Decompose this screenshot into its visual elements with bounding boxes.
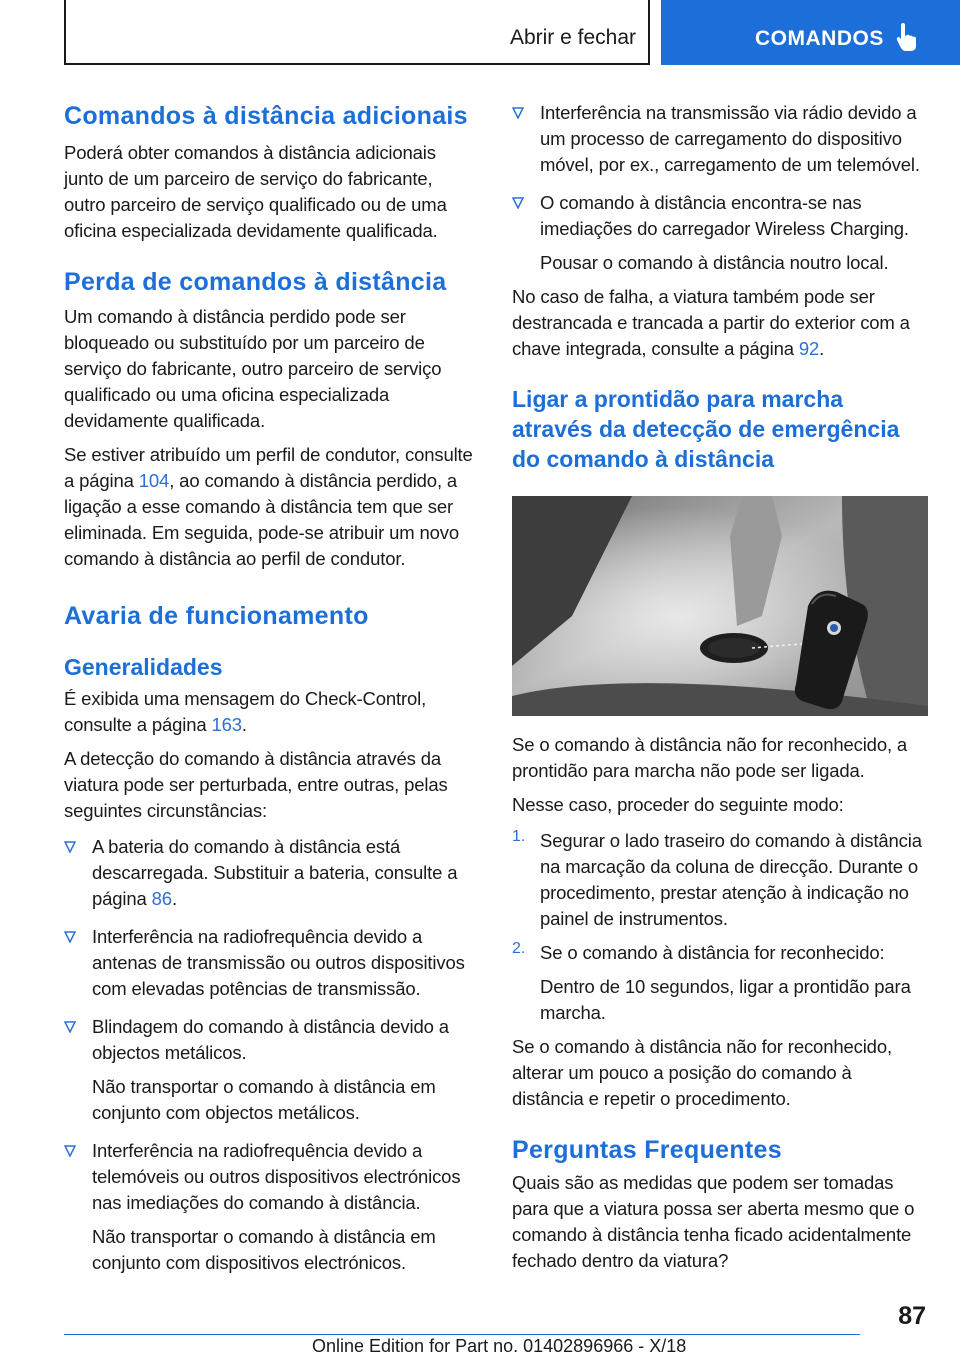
- text-segment: É exibida uma mensagem do Check-Control, consulte a página: [64, 688, 427, 735]
- text-reposition: Se o comando à distância não for reconhecido, alterar um pouco a posição do comando à distância e repetir o procedimento.: [512, 1036, 892, 1109]
- page-link-104[interactable]: 104: [138, 470, 170, 491]
- list-item-text: Interferência na transmissão via rádio devido a um processo de carregamento do dispositivo móvel, por ex., carregamento de um telemóvel.: [540, 102, 920, 175]
- text-segment: Se estiver atribuído um perfil de condutor, consulte a página: [64, 444, 473, 491]
- bullet-triangle-icon: [512, 107, 524, 119]
- chapter-tab: [661, 0, 960, 65]
- list-item-note: Não transportar o comando à distância em conjunto com objectos metálicos.: [92, 1076, 436, 1123]
- step-number: 2.: [512, 940, 526, 957]
- section-title: Abrir e fechar: [509, 26, 636, 49]
- bullet-triangle-icon: [64, 931, 76, 943]
- text-segment: .: [819, 338, 825, 359]
- pointing-hand-icon: [895, 22, 921, 52]
- bullet-triangle-icon: [64, 1145, 76, 1157]
- list-item: [64, 1014, 478, 1126]
- page-link-92[interactable]: 92: [798, 338, 820, 359]
- heading-additional-remotes: Comandos à distância adicionais: [64, 102, 468, 130]
- list-item-text: Interferência na radiofrequência devido a telemóveis ou outros dispositivos electrónicos nas imediações do comando à distância.: [92, 1140, 461, 1213]
- heading-general: Generalidades: [64, 654, 223, 680]
- step-item: [512, 940, 926, 1026]
- left-column: [64, 100, 478, 1276]
- header-rule-divider: [648, 0, 650, 64]
- list-item: [512, 100, 926, 178]
- text-segment: A bateria do comando à distância está descarregada. Substituir a bateria, consulte a página: [92, 836, 458, 909]
- text-procedure: Nesse caso, proceder do seguinte modo:: [512, 794, 844, 815]
- list-item-text: [92, 834, 478, 912]
- heading-lost-remotes: Perda de comandos à distância: [64, 268, 447, 296]
- text-not-recognized: Se o comando à distância não for reconhecido, a prontidão para marcha não pode ser ligada.: [512, 734, 908, 781]
- list-item-note: Não transportar o comando à distância em conjunto com dispositivos electrónicos.: [92, 1226, 436, 1273]
- bullet-triangle-icon: [64, 1021, 76, 1033]
- steering-column-photo: [512, 496, 928, 716]
- text-integrated-key: [512, 284, 926, 362]
- text-segment: .: [171, 888, 177, 909]
- list-item-text: Interferência na radiofrequência devido a antenas de transmissão ou outros dispositivos com elevadas potências de transmissão.: [92, 926, 465, 999]
- heading-faq: Perguntas Frequentes: [512, 1136, 782, 1164]
- page-link-163[interactable]: 163: [211, 714, 242, 735]
- step-note: Dentro de 10 segundos, ligar a prontidão para marcha.: [540, 976, 911, 1023]
- header-rule-bottom: [64, 63, 650, 65]
- right-column: [512, 100, 926, 1274]
- text-detection: A detecção do comando à distância através da viatura pode ser perturbada, entre outras, pelas seguintes circunstâncias:: [64, 748, 448, 821]
- page-number: 87: [898, 1302, 926, 1330]
- text-segment: No caso de falha, a viatura também pode ser destrancada e trancada a partir do exterior com a chave integrada, consulte a página: [512, 286, 910, 359]
- heading-malfunction: Avaria de funcionamento: [64, 602, 369, 630]
- list-item-note: Pousar o comando à distância noutro local.: [540, 252, 889, 273]
- page-link-86[interactable]: 86: [151, 888, 172, 909]
- text-additional-remotes: Poderá obter comandos à distância adicionais junto de um parceiro de serviço do fabricante, outro parceiro de serviço qualificado ou de uma oficina especializada devidamente qualificada.: [64, 142, 447, 241]
- list-item-text: O comando à distância encontra-se nas imediações do carregador Wireless Charging.: [540, 192, 909, 239]
- list-item: [64, 1138, 478, 1276]
- list-item-text: Blindagem do comando à distância devido a objectos metálicos.: [92, 1016, 449, 1063]
- footer-edition: Online Edition for Part no. 01402896966 - X/18: [312, 1336, 687, 1356]
- text-driver-profile: [64, 442, 478, 572]
- step-text: Segurar o lado traseiro do comando à distância na marcação da coluna de direcção. Durante o procedimento, prestar atenção à indicação no painel de instrumentos.: [540, 830, 922, 929]
- list-item: [512, 190, 926, 276]
- text-lost-remotes: Um comando à distância perdido pode ser bloqueado ou substituído por um parceiro de serviço do fabricante, outro parceiro de serviço qualificado ou uma oficina especializada devidamente qualificada.: [64, 306, 442, 431]
- bullet-triangle-icon: [512, 197, 524, 209]
- bullet-triangle-icon: [64, 841, 76, 853]
- step-number: 1.: [512, 828, 526, 845]
- step-text: Se o comando à distância for reconhecido:: [540, 942, 885, 963]
- chapter-tab-label: COMANDOS: [755, 27, 884, 50]
- heading-emergency-detection: Ligar a prontidão para marcha através da detecção de emergência do comando à distância: [512, 386, 900, 472]
- text-segment: .: [241, 714, 247, 735]
- list-item: [64, 834, 478, 912]
- footer-rule: [64, 1334, 860, 1335]
- step-item: [512, 828, 926, 932]
- text-segment: , ao comando à distância perdido, a ligação a esse comando à distância tem que ser eliminada. Em seguida, pode-se atribuir um novo comando à distância ao perfil de condutor.: [64, 470, 460, 569]
- text-check-control: [64, 686, 478, 738]
- header-rule-left: [64, 0, 66, 64]
- list-item: [64, 924, 478, 1002]
- text-faq-question: Quais são as medidas que podem ser tomadas para que a viatura possa ser aberta mesmo que o comando à distância tenha ficado acidentalmente fechado dentro da viatura?: [512, 1172, 915, 1271]
